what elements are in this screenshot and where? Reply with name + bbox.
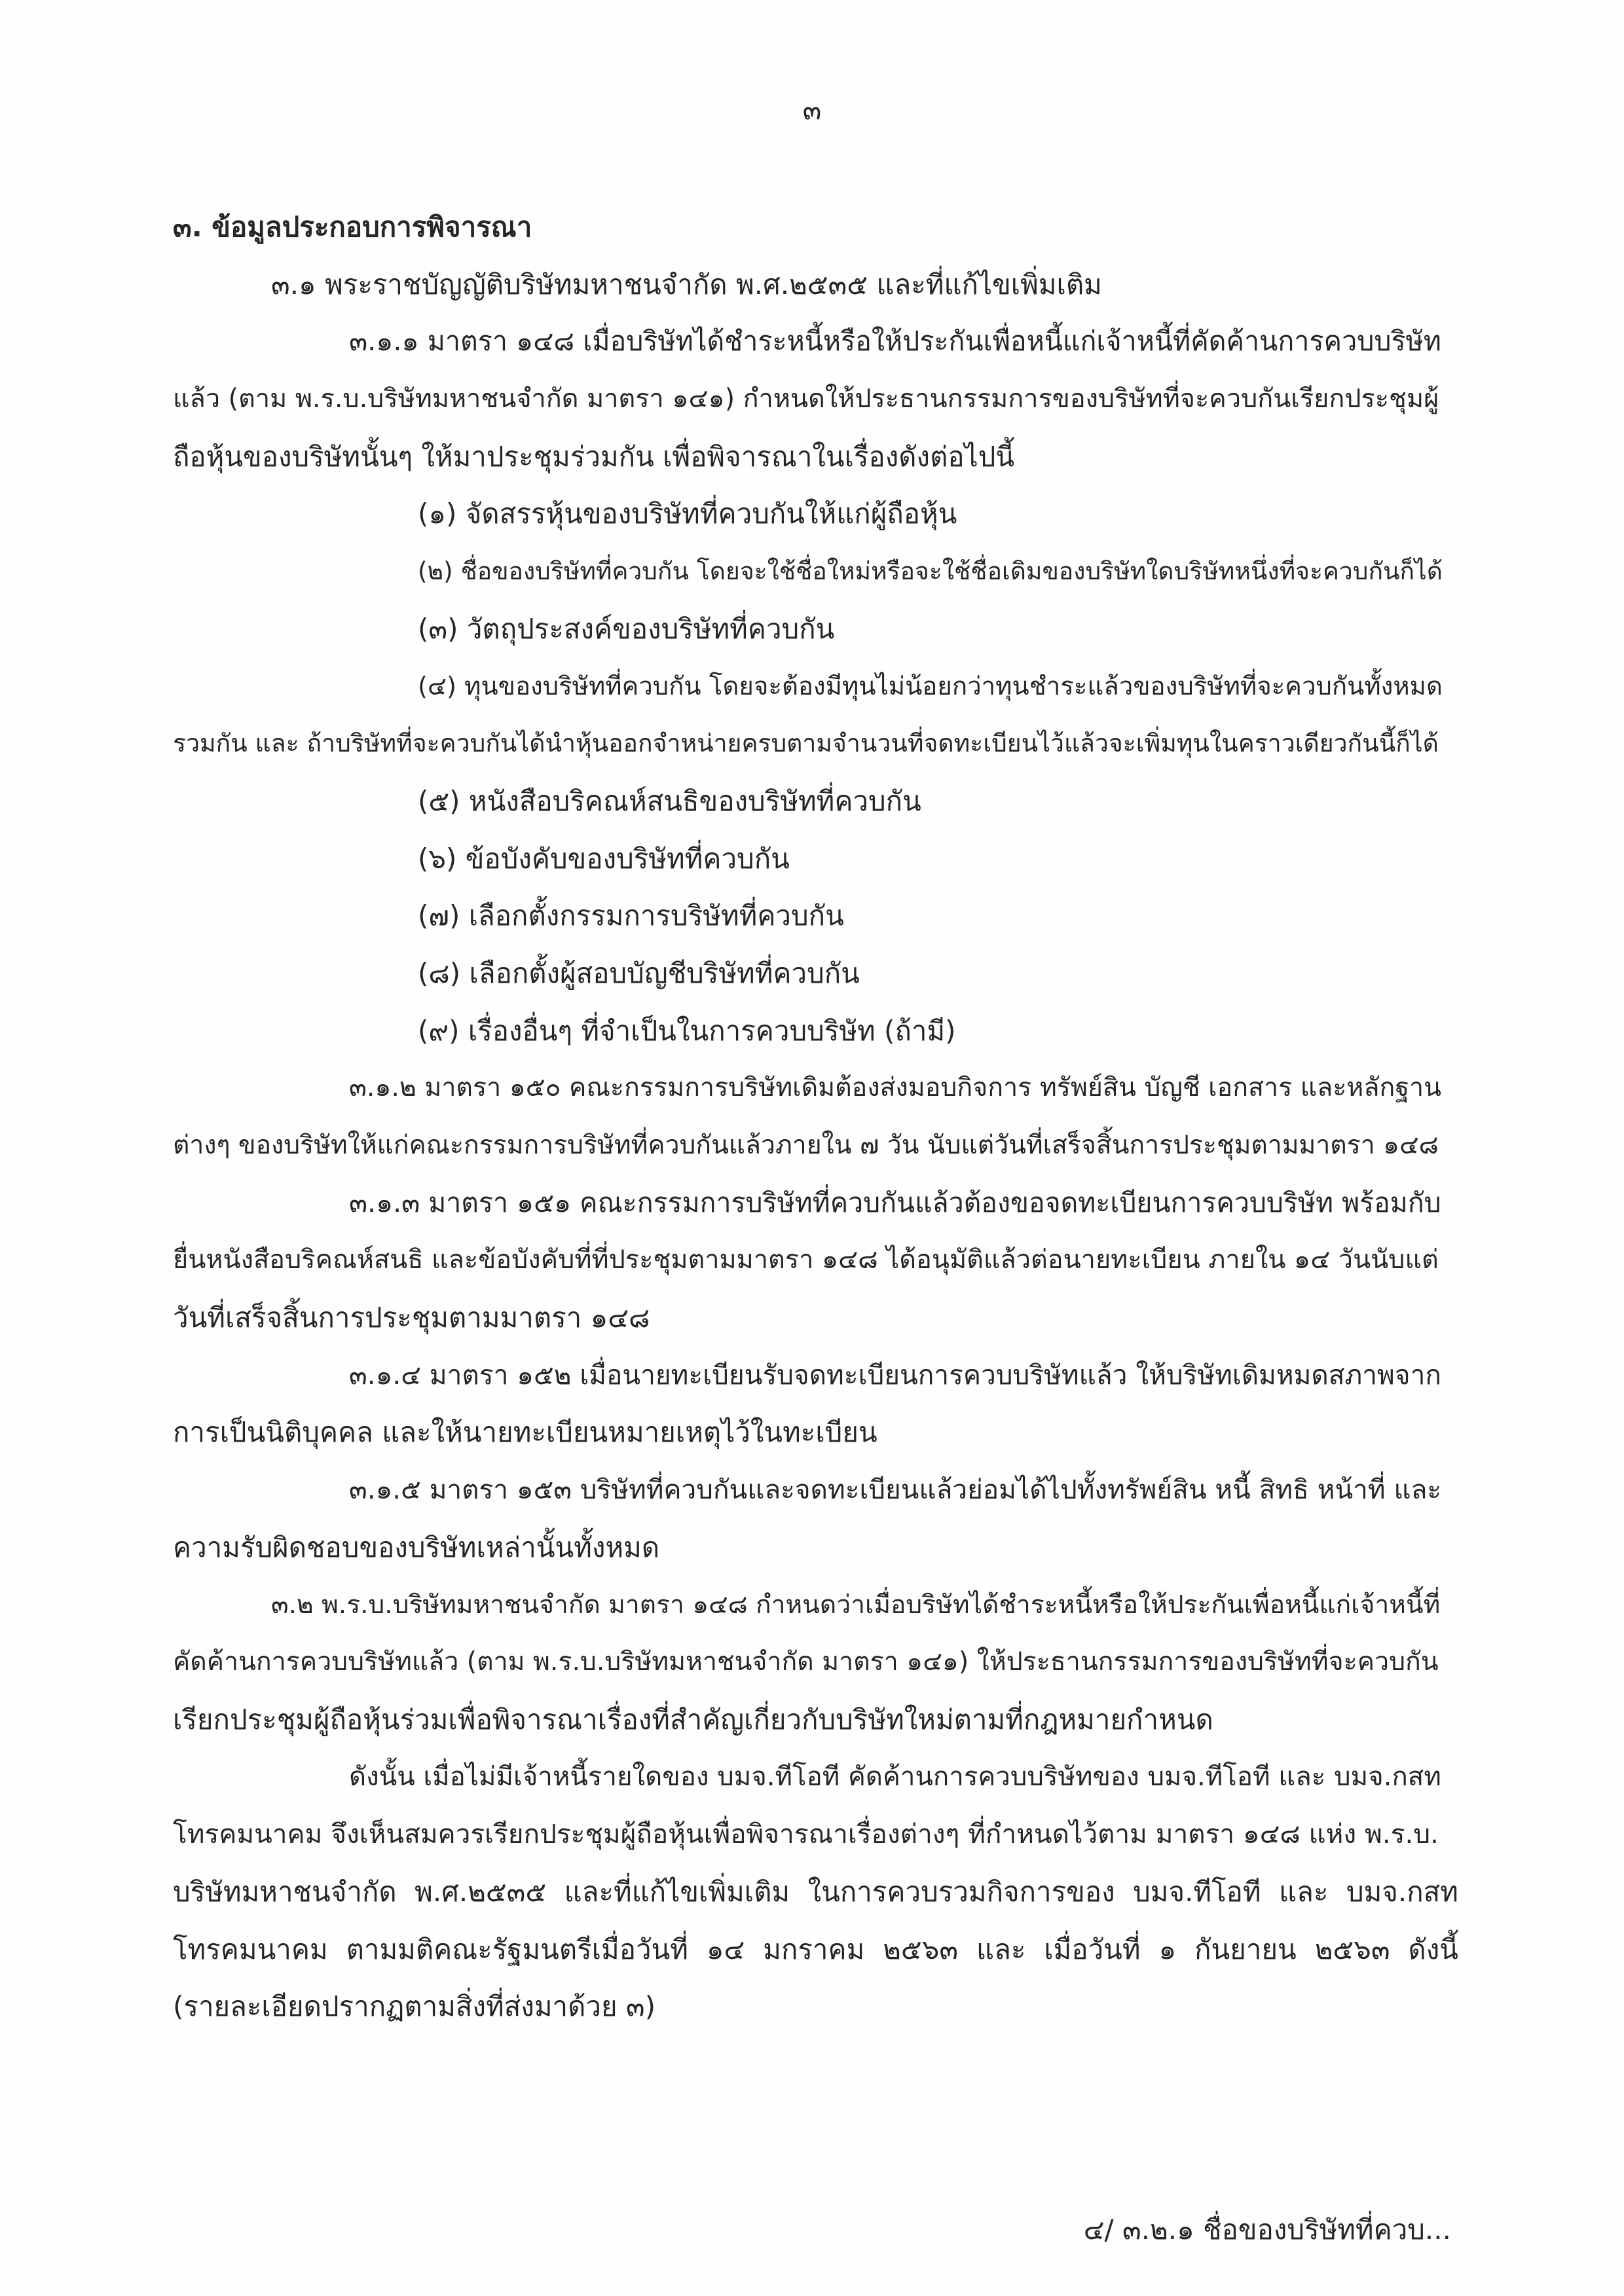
agenda-item: (๘) เลือกตั้งผู้สอบบัญชีบริษัทที่ควบกัน bbox=[418, 957, 860, 989]
clause-3-1-1-line: แล้ว (ตาม พ.ร.บ.บริษัทมหาชนจำกัด มาตรา ๑๔๑) กำหนดให้ประธานกรรมการของบริษัทที่จะควบกันเรียกประชุมผู้ bbox=[173, 384, 1439, 414]
section-3-2-line: ๓.๒ พ.ร.บ.บริษัทมหาชนจำกัด มาตรา ๑๔๘ กำหนดว่าเมื่อบริษัทได้ชำระหนี้หรือให้ประกันเพื่อหนี้แก่เจ้าหนี้ที่ bbox=[271, 1590, 1441, 1620]
page-number: ๓ bbox=[802, 94, 822, 126]
agenda-item: (๓) วัตถุประสงค์ของบริษัทที่ควบกัน bbox=[418, 612, 835, 645]
section-heading: ๓. ข้อมูลประกอบการพิจารณา bbox=[173, 211, 532, 243]
agenda-item: (๙) เรื่องอื่นๆ ที่จำเป็นในการควบบริษัท (ถ้ามี) bbox=[418, 1014, 956, 1047]
clause-3-1-2-line: ต่างๆ ของบริษัทให้แก่คณะกรรมการบริษัทที่ควบกันแล้วภายใน ๗ วัน นับแต่วันที่เสร็จสิ้นการประชุมตามมาตรา ๑๔๘ bbox=[173, 1131, 1439, 1160]
clause-3-1-3-line: ๓.๑.๓ มาตรา ๑๕๑ คณะกรรมการบริษัทที่ควบกันแล้วต้องขอจดทะเบียนการควบบริษัท พร้อมกับ bbox=[349, 1186, 1441, 1218]
conclusion-line: บริษัทมหาชนจำกัด พ.ศ.๒๕๓๕ และที่แก้ไขเพิ่มเติม ในการควบรวมกิจการของ บมจ.ทีโอที และ บมจ.กสท bbox=[173, 1875, 1458, 1908]
conclusion-line: (รายละเอียดปรากฏตามสิ่งที่ส่งมาด้วย ๓) bbox=[173, 1990, 656, 2023]
conclusion-line: ดังนั้น เมื่อไม่มีเจ้าหนี้รายใดของ บมจ.ทีโอที คัดค้านการควบบริษัทของ บมจ.ทีโอที และ บมจ.กสท bbox=[349, 1761, 1441, 1792]
clause-3-1-3-line: วันที่เสร็จสิ้นการประชุมตามมาตรา ๑๔๘ bbox=[173, 1302, 650, 1334]
clause-3-1-2-line: ๓.๑.๒ มาตรา ๑๕๐ คณะกรรมการบริษัทเดิมต้องส่งมอบกิจการ ทรัพย์สิน บัญชี เอกสาร และหลักฐาน bbox=[349, 1072, 1442, 1103]
agenda-item-continuation: รวมกัน และ ถ้าบริษัทที่จะควบกันได้นำหุ้นออกจำหน่ายครบตามจำนวนที่จดทะเบียนไว้แล้วจะเพิ่มทุนในคราวเดียวกันนี้ก็ได้ bbox=[173, 729, 1439, 758]
conclusion-line: โทรคมนาคม ตามมติคณะรัฐมนตรีเมื่อวันที่ ๑๔ มกราคม ๒๕๖๓ และ เมื่อวันที่ ๑ กันยายน ๒๕๖๓ ดังนี้ bbox=[173, 1933, 1458, 1965]
agenda-item: (๕) หนังสือบริคณห์สนธิของบริษัทที่ควบกัน bbox=[418, 784, 921, 817]
continuation-footer: ๔/ ๓.๒.๑ ชื่อของบริษัทที่ควบ... bbox=[1083, 2214, 1451, 2246]
agenda-item: (๗) เลือกตั้งกรรมการบริษัทที่ควบกัน bbox=[418, 900, 844, 932]
clause-3-1-1-line: ถือหุ้นของบริษัทนั้นๆ ให้มาประชุมร่วมกัน เพื่อพิจารณาในเรื่องดังต่อไปนี้ bbox=[173, 440, 1015, 473]
agenda-item: (๑) จัดสรรหุ้นของบริษัทที่ควบกันให้แก่ผู้ถือหุ้น bbox=[418, 498, 957, 530]
clause-3-1-4-line: การเป็นนิติบุคคล และให้นายทะเบียนหมายเหตุไว้ในทะเบียน bbox=[173, 1416, 877, 1449]
section-3-1-title: ๓.๑ พระราชบัญญัติบริษัทมหาชนจำกัด พ.ศ.๒๕๓๕ และที่แก้ไขเพิ่มเติม bbox=[271, 268, 1102, 301]
conclusion-line: โทรคมนาคม จึงเห็นสมควรเรียกประชุมผู้ถือหุ้นเพื่อพิจารณาเรื่องต่างๆ ที่กำหนดไว้ตาม มาตรา ๑๔๘ แห่ง พ.ร.บ. bbox=[173, 1818, 1439, 1850]
clause-3-1-4-line: ๓.๑.๔ มาตรา ๑๕๒ เมื่อนายทะเบียนรับจดทะเบียนการควบบริษัทแล้ว ให้บริษัทเดิมหมดสภาพจาก bbox=[349, 1358, 1441, 1391]
clause-3-1-5-line: ความรับผิดชอบของบริษัทเหล่านั้นทั้งหมด bbox=[173, 1531, 660, 1563]
clause-3-1-1-line: ๓.๑.๑ มาตรา ๑๔๘ เมื่อบริษัทได้ชำระหนี้หรือให้ประกันเพื่อหนี้แก่เจ้าหนี้ที่คัดค้านการควบบริษัท bbox=[349, 325, 1441, 357]
document-body bbox=[173, 198, 1458, 2035]
clause-3-1-3-line: ยื่นหนังสือบริคณห์สนธิ และข้อบังคับที่ที่ประชุมตามมาตรา ๑๔๘ ได้อนุมัติแล้วต่อนายทะเบียน ภายใน ๑๔ วันนับแต่ bbox=[173, 1245, 1439, 1275]
clause-3-1-5-line: ๓.๑.๕ มาตรา ๑๕๓ บริษัทที่ควบกันและจดทะเบียนแล้วย่อมได้ไปทั้งทรัพย์สิน หนี้ สิทธิ หน้าที่ และ bbox=[349, 1474, 1442, 1506]
agenda-item: (๒) ชื่อของบริษัทที่ควบกัน โดยจะใช้ชื่อใหม่หรือจะใช้ชื่อเดิมของบริษัทใดบริษัทหนึ่งที่จะควบกันก็ได้ bbox=[418, 556, 1443, 586]
agenda-item: (๔) ทุนของบริษัทที่ควบกัน โดยจะต้องมีทุนไม่น้อยกว่าทุนชำระแล้วของบริษัทที่จะควบกันทั้งหมด bbox=[418, 671, 1443, 701]
section-3-2-line: เรียกประชุมผู้ถือหุ้นร่วมเพื่อพิจารณาเรื่องที่สำคัญเกี่ยวกับบริษัทใหม่ตามที่กฎหมายกำหนด bbox=[173, 1703, 1213, 1736]
section-3-2-line: คัดค้านการควบบริษัทแล้ว (ตาม พ.ร.บ.บริษัทมหาชนจำกัด มาตรา ๑๔๑) ให้ประธานกรรมการของบริษัทที่จะควบกัน bbox=[173, 1647, 1439, 1677]
agenda-item: (๖) ข้อบังคับของบริษัทที่ควบกัน bbox=[418, 842, 790, 875]
